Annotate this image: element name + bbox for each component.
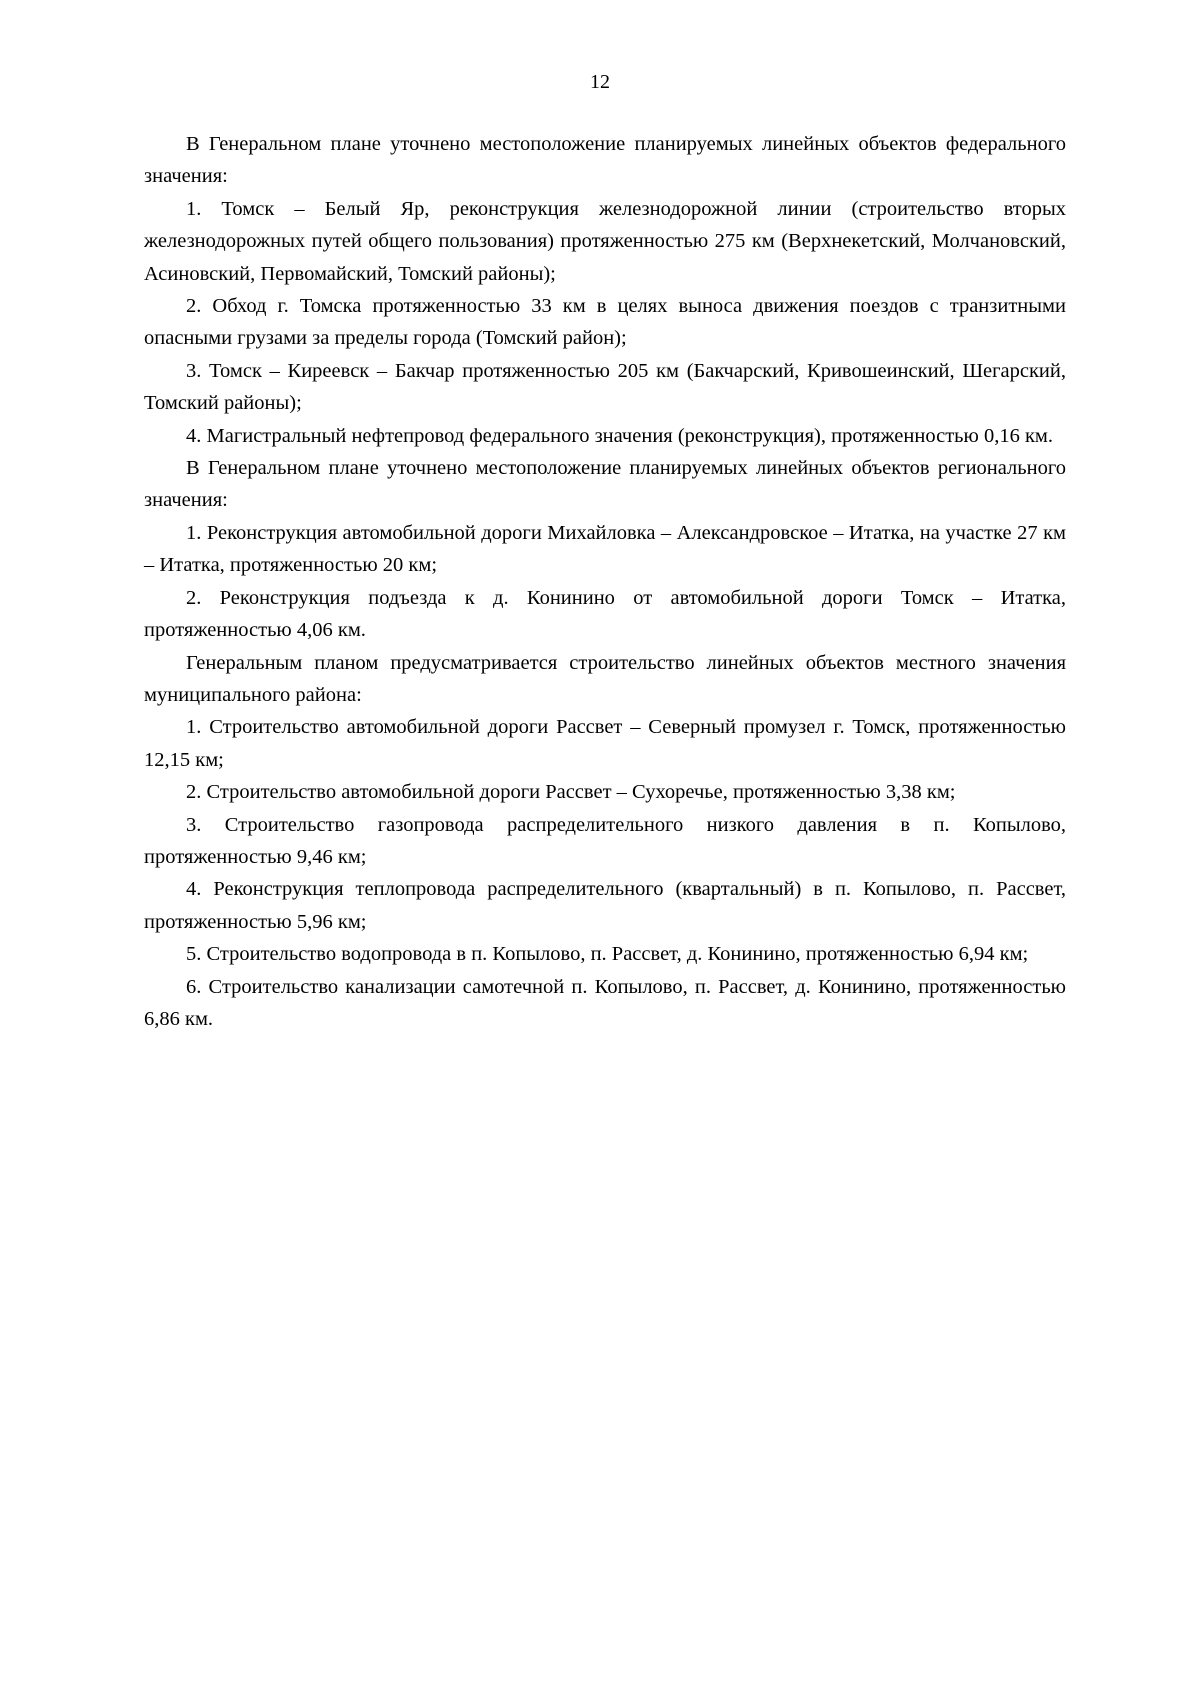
- local-item-3: 3. Строительство газопровода распределительного низкого давления в п. Копылово, протяженностью 9,46 км;: [144, 813, 1066, 868]
- regional-item-1: 1. Реконструкция автомобильной дороги Михайловка – Александровское – Итатка, на участке 27 км – Итатка, протяженностью 20 км;: [144, 521, 1066, 577]
- intro-local-paragraph: Генеральным планом предусматривается строительство линейных объектов местного значения муниципального района:: [144, 651, 1066, 706]
- federal-item-2: 2. Обход г. Томска протяженностью 33 км в целях выноса движения поездов с транзитными опасными грузами за пределы города (Томский район);: [144, 295, 1066, 350]
- local-item-6: 6. Строительство канализации самотечной п. Копылово, п. Рассвет, д. Конинино, протяженностью 6,86 км.: [144, 975, 1066, 1030]
- local-item-1: 1. Строительство автомобильной дороги Рассвет – Северный промузел г. Томск, протяженностью 12,15 км;: [144, 716, 1066, 771]
- local-item-5: 5. Строительство водопровода в п. Копылово, п. Рассвет, д. Конинино, протяженностью 6,94 км;: [186, 943, 1029, 966]
- page-number: 12: [590, 71, 610, 93]
- federal-item-1: 1. Томск – Белый Яр, реконструкция железнодорожной линии (строительство вторых железнодорожных путей общего пользования) протяженностью 275 км (Верхнекетский, Молчановский, Асиновский, Первомайский, Томский районы);: [144, 197, 1066, 285]
- intro-federal-paragraph: В Генеральном плане уточнено местоположение планируемых линейных объектов федерального значения:: [144, 133, 1066, 188]
- intro-regional-paragraph: В Генеральном плане уточнено местоположение планируемых линейных объектов регионального значения:: [144, 457, 1066, 512]
- regional-item-2: 2. Реконструкция подъезда к д. Конинино от автомобильной дороги Томск – Итатка, протяженностью 4,06 км.: [144, 586, 1066, 642]
- federal-item-4: 4. Магистральный нефтепровод федерального значения (реконструкция), протяженностью 0,16 км.: [186, 424, 1054, 447]
- local-item-4: 4. Реконструкция теплопровода распределительного (квартальный) в п. Копылово, п. Рассвет, протяженностью 5,96 км;: [144, 878, 1066, 933]
- federal-item-3: 3. Томск – Киреевск – Бакчар протяженностью 205 км (Бакчарский, Кривошеинский, Шегарский, Томский районы);: [144, 359, 1066, 415]
- document-body: [144, 128, 1066, 1035]
- local-item-2: 2. Строительство автомобильной дороги Рассвет – Сухоречье, протяженностью 3,38 км;: [186, 781, 956, 804]
